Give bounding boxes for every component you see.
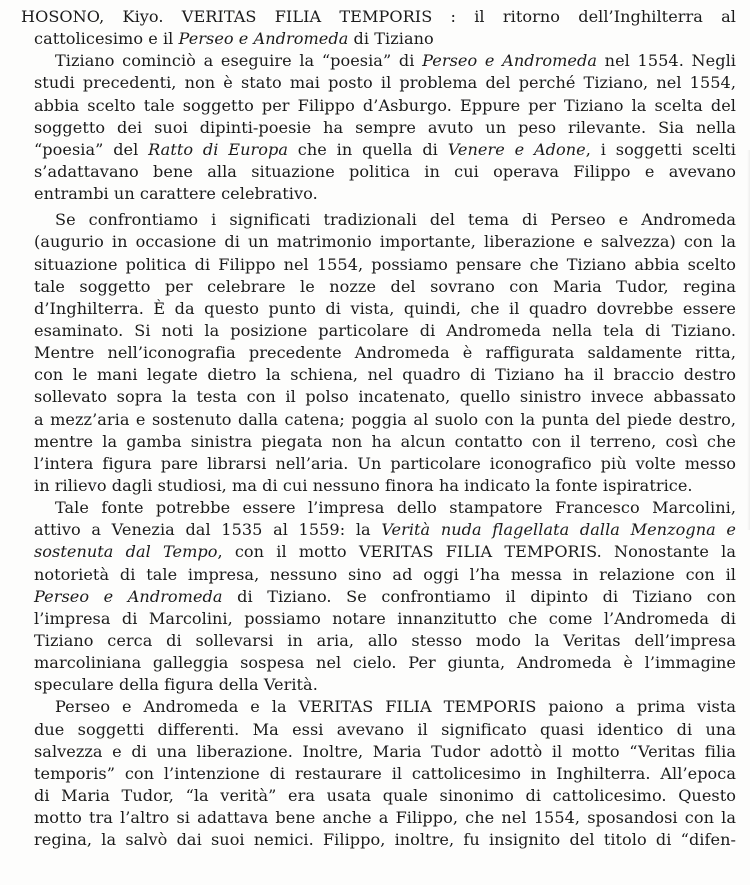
heading-line-1: HOSONO, Kiyo. VERITAS FILIA TEMPORIS : il ritorno dell’Inghilterra al (21, 7, 736, 26)
paragraph-line: studi precedenti, non è stato mai posto il problema del perché Tiziano, nel 1554, (34, 73, 736, 93)
heading-title-italic: Perseo e Andromeda (178, 29, 349, 49)
paragraph-line: due soggetti differenti. Ma essi avevano il significato quasi identico di una (34, 719, 736, 739)
paragraph-line: l’intera figura pare librarsi nell’aria. Un particolare iconografico più volte messo (34, 453, 736, 473)
paragraph-3 (21, 497, 736, 696)
paragraph-line: Tale fonte potrebbe essere l’impresa dello stampatore Francesco Marcolini, (55, 498, 736, 518)
paragraph-line: d’Inghilterra. È da questo punto di vista, quindi, che il quadro dovrebbe essere (34, 298, 736, 318)
paragraph-line: notorietà di tale impresa, nessuno sino ad oggi l’ha messa in relazione con il (34, 564, 736, 584)
article-body (21, 6, 736, 851)
paragraph-line: esaminato. Si noti la posizione particolare di Andromeda nella tela di Tiziano. (34, 320, 736, 340)
paragraph-line: di Maria Tudor, “la verità” era usata quale sinonimo di cattolicesimo. Questo (34, 785, 736, 805)
paragraph-line: s’adattavano bene alla situazione politica in cui operava Filippo e avevano (34, 161, 736, 181)
paragraph-line: temporis” con l’intenzione di restaurare il cattolicesimo in Inghilterra. All’epoca (34, 763, 736, 783)
paragraph-line: tale soggetto per celebrare le nozze del sovrano con Maria Tudor, regina (34, 276, 736, 296)
paragraph-line: regina, la salvò dai suoi nemici. Filippo, inoltre, fu insignito del titolo di “difen- (34, 830, 736, 850)
paragraph-line: sollevato sopra la testa con il polso incatenato, quello sinistro invece abbassato (34, 387, 736, 407)
paragraph-line: speculare della figura della Verità. (34, 675, 318, 695)
paragraph-line: con le mani legate dietro la schiena, nel quadro di Tiziano ha il braccio destro (34, 365, 736, 385)
paragraph-line: sostenuta dal Tempo, con il motto VERITAS FILIA TEMPORIS. Nonostante la (34, 542, 737, 562)
paragraph-1 (21, 50, 736, 205)
paragraph-line: Perseo e Andromeda e la VERITAS FILIA TEMPORIS paiono a prima vista (55, 697, 736, 717)
paragraph-line: (augurio in occasione di un matrimonio importante, liberazione e salvezza) con la (34, 232, 736, 252)
paragraph-line: a mezz’aria e sostenuto dalla catena; poggia al suolo con la punta del piede destro, (34, 409, 736, 429)
paragraph-line: Se confrontiamo i significati tradizionali del tema di Perseo e Andromeda (55, 210, 736, 230)
paragraph-line: Perseo e Andromeda di Tiziano. Se confrontiamo il dipinto di Tiziano con (34, 586, 736, 606)
paragraph-line: l’impresa di Marcolini, possiamo notare innanzitutto che come l’Andromeda di (34, 608, 736, 628)
heading-line-2: cattolicesimo e il Perseo e Andromeda di Tiziano (34, 29, 434, 49)
paragraph-4 (21, 696, 736, 851)
paragraph-line: in rilievo dagli studiosi, ma di cui nessuno finora ha indicato la fonte ispiratrice. (34, 475, 693, 495)
paragraph-line: Mentre nell’iconografia precedente Andromeda è raffigurata saldamente ritta, (34, 343, 736, 363)
paragraph-line: attivo a Venezia dal 1535 al 1559: la Verità nuda flagellata dalla Menzogna e (34, 520, 736, 540)
paragraph-line: motto tra l’altro si adattava bene anche a Filippo, che nel 1554, sposandosi con la (34, 808, 736, 828)
paragraph-line: salvezza e di una liberazione. Inoltre, Maria Tudor adottò il motto “Veritas filia (34, 741, 736, 761)
article-heading (21, 6, 736, 50)
paragraph-line: Tiziano cerca di sollevarsi in aria, allo stesso modo la Veritas dell’impresa (34, 630, 736, 650)
paragraph-line: marcoliniana galleggia sospesa nel cielo. Per giunta, Andromeda è l’immagine (34, 653, 736, 673)
paragraph-line: entrambi un carattere celebrativo. (34, 184, 318, 204)
paragraph-line: situazione politica di Filippo nel 1554, possiamo pensare che Tiziano abbia scelto (34, 254, 736, 274)
paragraph-line: “poesia” del Ratto di Europa che in quella di Venere e Adone, i soggetti scelti (34, 139, 736, 159)
paragraph-line: soggetto dei suoi dipinti-poesie ha sempre avuto un peso rilevante. Sia nella (34, 117, 736, 137)
paragraph-line: mentre la gamba sinistra piegata non ha alcun contatto con il terreno, così che (34, 431, 736, 451)
paragraph-line: abbia scelto tale soggetto per Filippo d’Asburgo. Eppure per Tiziano la scelta del (34, 95, 736, 115)
paragraph-line: Tiziano cominciò a eseguire la “poesia” di Perseo e Andromeda nel 1554. Negli (55, 51, 736, 71)
paragraph-2 (21, 209, 736, 497)
